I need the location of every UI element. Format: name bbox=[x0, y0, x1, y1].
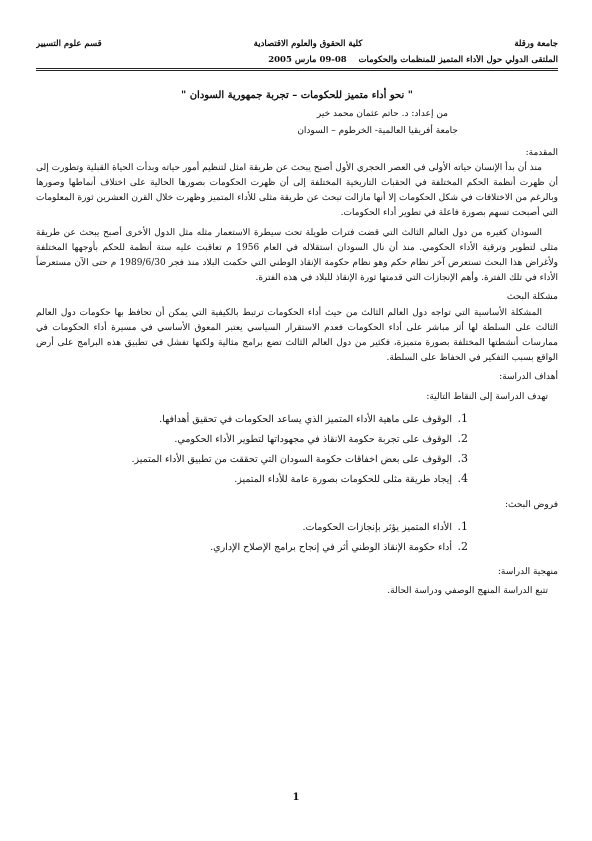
header-date: 08-09 مارس 2005 bbox=[268, 55, 347, 65]
header-department: قسم علوم التسيير bbox=[36, 39, 102, 49]
method-heading: منهجية الدراسة: bbox=[497, 567, 558, 578]
header-rule bbox=[36, 68, 558, 71]
hypotheses-list bbox=[36, 519, 558, 555]
author-line: من إعداد: د. حاتم عثمان محمد خير bbox=[316, 109, 448, 120]
problem-heading: مشكلة البحث bbox=[506, 292, 558, 303]
list-item: 2. الوقوف على تجربة حكومة الانقاذ في مجهوداتها لتطوير الأداء الحكومي. bbox=[174, 432, 468, 446]
intro-paragraph-2: السودان كغيره من دول العالم الثالث التي قضت فترات طويلة تحت سيطرة الاستعمار مثله مثل الدول الأخرى أصبح يبحث عن طريقة مثلى لتطوير وترقية الأداء الحكومي. منذ أن نال السودان استقلاله في العام 1956 م تعاقبت عليه ستة أنظمة للحكم بأوجهها المختلفة ولأغراض هذا البحث تستعرض آخر نظام حكم وهو نظام حكومة الإنقاذ الوطني التي حكمت البلاد منذ فجر 1989/6/30 م حتى الآن مستعرضاً الأداء في تلك الفترة. وأهم الإنجازات التي قدمتها ثورة الإنقاذ للبلاد في هذه الفترة. bbox=[36, 227, 559, 284]
intro-heading: المقدمة: bbox=[525, 147, 558, 158]
problem-paragraph: المشكلة الأساسية التي تواجه دول العالم الثالث من حيث أداء الحكومات ترتبط بالكيفية التي يمكن أن تحافظ بها حكومات دول العالم الثالث على السلطة لها أثر مباشر على أداء الحكومات فعدم الاستقرار السياسي يعتبر المعوق الأساسي في مسيرة أداء الحكومات في ممارسات أنشطتها المختلفة بصورة متميزة، فكثير من دول العالم الثالث تضع برامج مثالية ولكنها تفشل في تطبيق هذه البرامج على أرض الواقع بسبب التفكير في الحفاظ على السلطة. bbox=[36, 307, 558, 364]
hypotheses-heading: فروض البحث: bbox=[505, 499, 558, 510]
list-item: 3. الوقوف على بعض اخفاقات حكومة السودان التي تحققت من تطبيق الأداء المتميز. bbox=[131, 452, 468, 466]
page-number: 1 bbox=[292, 792, 300, 803]
affiliation-line: جامعة أفريقيا العالمية- الخرطوم – السودان bbox=[297, 126, 458, 137]
paper-title: " نحو أداء متميز للحكومات – تجربة جمهورية السودان " bbox=[181, 90, 413, 101]
intro-paragraph-1: منذ أن بدأ الإنسان حياته الأولى في العصر الحجري الأول أصبح يبحث عن طريقة امثل لتنظيم أمور حياته وبدأت الحياة القبلية وتطورت إلى أن ظهرت أنظمة الحكم المختلفة في الحقبات التاريخية المختلفة إلى أن ظهرت الحكومات بصورها الحالية على اختلاف أنماطها وصورها وبالرغم من الاختلافات في شكل الحكومات إلا أنها مازالت تبحث عن طريقة مثلى للأداء المتميز وظهرت خلال القرن العشرين ثورة المعلومات التي أصبحت تسهم بصورة فاعلة في تطوير أداء الحكومات. bbox=[36, 162, 558, 219]
list-item: 4. إيجاد طريقة مثلى للحكومات بصورة عامة للأداء المتميز. bbox=[234, 472, 468, 486]
header-conference: الملتقى الدولي حول الأداء المتميز للمنظمات والحكومات bbox=[358, 55, 558, 65]
document-body bbox=[36, 88, 558, 606]
goals-intro: تهدف الدراسة إلى النقاط التالية: bbox=[426, 391, 548, 402]
method-paragraph: تتبع الدراسة المنهج الوصفي ودراسة الحالة. bbox=[387, 586, 548, 597]
list-item: 1. الأداء المتميز يؤثر بإنجازات الحكومات. bbox=[302, 519, 468, 533]
goals-list bbox=[36, 411, 558, 488]
header-university: جامعة ورقلة bbox=[514, 39, 558, 49]
list-item: 1. الوقوف على ماهية الأداء المتميز الذي يساعد الحكومات في تحقيق أهدافها. bbox=[159, 411, 468, 425]
header-faculty: كلية الحقوق والعلوم الاقتصادية bbox=[253, 39, 363, 49]
header-top-line bbox=[36, 39, 558, 49]
goals-heading: أهداف الدراسة: bbox=[499, 372, 558, 383]
header-bottom-line bbox=[36, 55, 558, 65]
list-item: 2. أداء حكومة الإنقاذ الوطني أثر في إنجاح برامج الإصلاح الإداري. bbox=[210, 540, 468, 554]
